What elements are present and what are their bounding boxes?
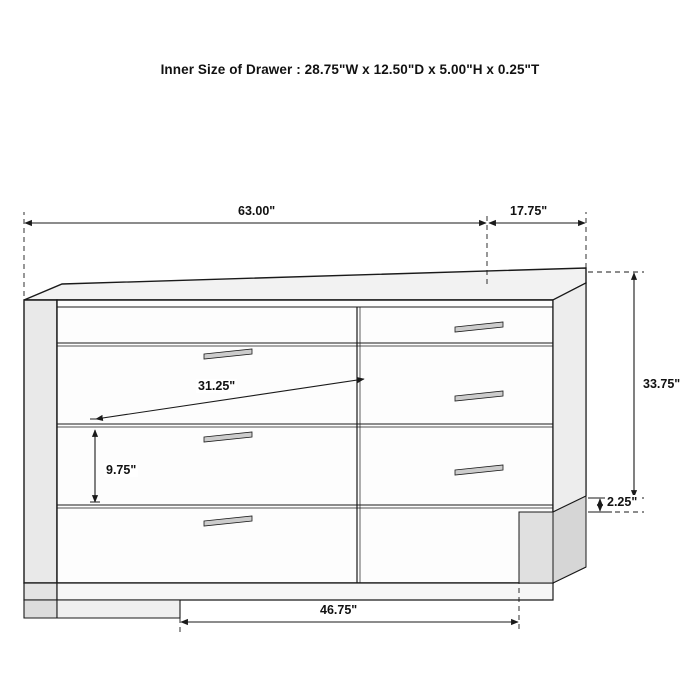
dim-label-overall-width: 63.00" xyxy=(238,204,276,218)
dresser-right-side xyxy=(553,283,586,512)
dresser-top-surface xyxy=(24,268,586,300)
base-right-leg-side xyxy=(553,496,586,583)
base-foot-front xyxy=(57,600,180,618)
base-right-leg xyxy=(519,512,553,583)
dresser-body xyxy=(24,268,587,618)
base-left xyxy=(24,583,57,600)
dresser-left-side xyxy=(24,300,57,583)
dim-label-overall-height: 33.75" xyxy=(643,377,681,391)
dim-label-base-clearance: 2.25" xyxy=(607,495,638,509)
dim-label-depth: 17.75" xyxy=(510,204,548,218)
page-title: Inner Size of Drawer : 28.75"W x 12.50"D x 5.00"H x 0.25"T xyxy=(160,62,540,77)
base-foot-left xyxy=(24,600,57,618)
base-front xyxy=(57,583,553,600)
dim-label-drawer-height: 9.75" xyxy=(106,463,137,477)
dim-label-drawer-width: 31.25" xyxy=(198,379,236,393)
dim-label-base-width: 46.75" xyxy=(320,603,358,617)
